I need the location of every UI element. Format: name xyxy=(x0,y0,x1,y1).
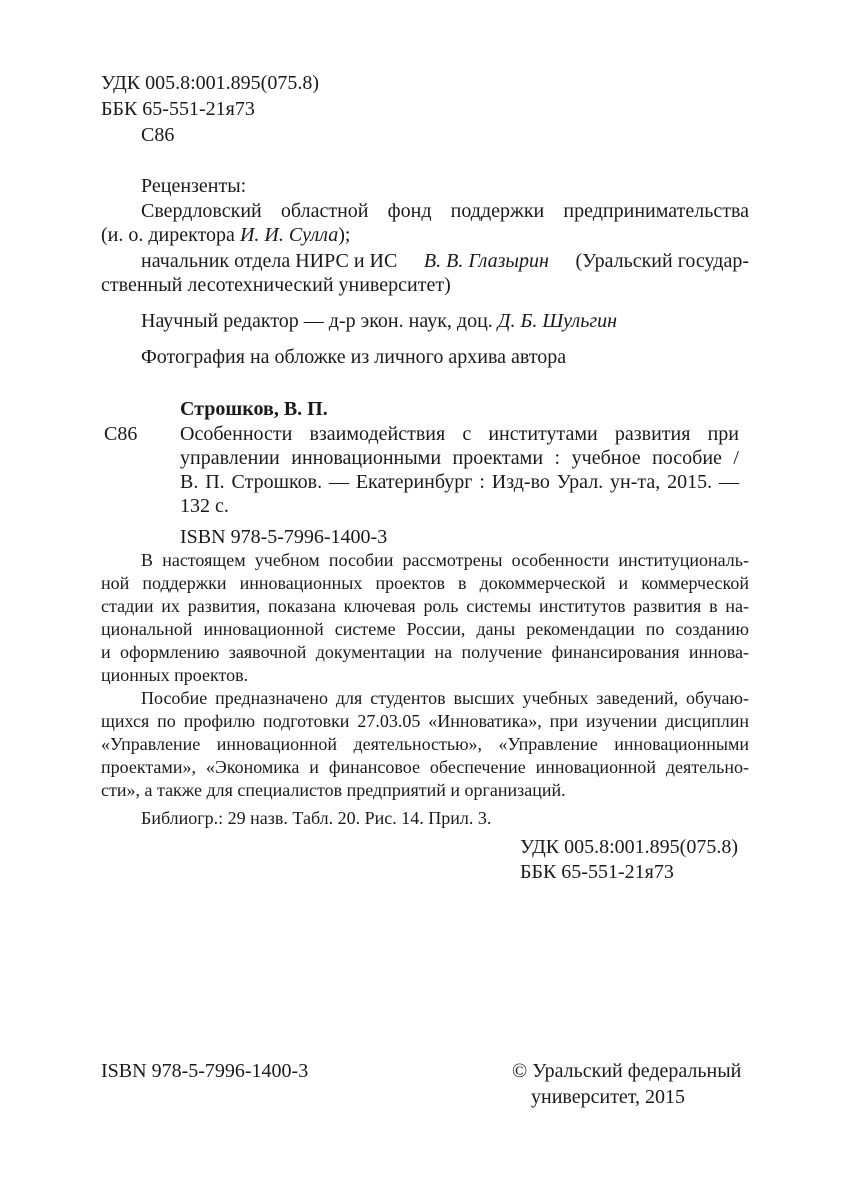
reviewer-1-name: И. И. Сулла xyxy=(239,224,339,246)
udk-bottom: УДК 005.8:001.895(075.8) xyxy=(520,836,738,858)
abstract-p1-line-2: ной поддержки инновационных проектов в докоммерческой и коммерческой xyxy=(101,573,749,593)
reviewer-2-post: (Уральский государ- xyxy=(570,250,749,272)
reviewer-1-line-2 xyxy=(101,222,350,248)
footer-isbn: ISBN 978-5-7996-1400-3 xyxy=(101,1060,309,1082)
abstract-p1-line-1: В настоящем учебном пособии рассмотрены особенности институциональ- xyxy=(141,550,749,570)
catalog-title-line-1: Особенности взаимодействия с институтами развития при xyxy=(180,423,739,445)
catalog-title-line-2: управлении инновационными проектами : учебное пособие / xyxy=(180,447,739,469)
scientific-editor xyxy=(141,308,617,334)
abstract-p1-line-5: и оформлению заявочной документации на получение финансирования иннова- xyxy=(101,642,749,662)
abstract-p1-line-4: циональной инновационной системе России, даны рекомендации по созданию xyxy=(101,619,749,639)
abstract-p2-line-4: проектами», «Экономика и финансовое обеспечение инновационной деятельно- xyxy=(101,757,749,777)
photo-note: Фотография на обложке из личного архива автора xyxy=(141,346,567,368)
editor-name: Д. Б. Шульгин xyxy=(497,310,618,332)
catalog-title-line-3: В. П. Строшков. — Екатеринбург : Изд-во Урал. ун-та, 2015. — xyxy=(180,471,739,493)
catalog-code: С86 xyxy=(104,423,138,445)
abstract-p2-line-5: сти», а также для специалистов предприятий и организаций. xyxy=(101,780,566,800)
catalog-title-line-4: 132 с. xyxy=(180,495,229,517)
bibliography-note: Библиогр.: 29 назв. Табл. 20. Рис. 14. Прил. 3. xyxy=(141,808,492,828)
reviewers-heading: Рецензенты: xyxy=(141,175,247,197)
copyright-line-1: © Уральский федеральный xyxy=(512,1060,742,1082)
copyright-line-2: университет, 2015 xyxy=(531,1086,686,1108)
abstract-p2-line-2: щихся по профилю подготовки 27.03.05 «Инноватика», при изучении дисциплин xyxy=(101,711,749,731)
abstract-p1-line-3: стадии их развития, показана ключевая роль системы институтов развития в на- xyxy=(101,596,749,616)
reviewer-2-name: В. В. Глазырин xyxy=(423,250,549,272)
reviewer-2-pre: начальник отдела НИРС и ИС xyxy=(141,250,403,272)
udk-top: УДК 005.8:001.895(075.8) xyxy=(101,72,319,94)
bbk-bottom: ББК 65-551-21я73 xyxy=(520,861,674,883)
bbk-top: ББК 65-551-21я73 xyxy=(101,98,255,120)
reviewer-1-post: ); xyxy=(338,224,351,246)
reviewer-2-line-2: ственный лесотехнический университет) xyxy=(101,274,451,296)
catalog-author: Строшков, В. П. xyxy=(180,398,328,420)
abstract-p1-line-6: ционных проектов. xyxy=(101,665,249,685)
abstract-p2-line-1: Пособие предназначено для студентов высших учебных заведений, обучаю- xyxy=(141,688,749,708)
author-code-top: С86 xyxy=(141,124,175,146)
catalog-isbn: ISBN 978-5-7996-1400-3 xyxy=(180,526,388,548)
editor-pre: Научный редактор — д-р экон. наук, доц. xyxy=(141,310,498,332)
reviewer-1-line-1: Свердловский областной фонд поддержки предпринимательства xyxy=(141,200,749,222)
reviewer-2-line-1 xyxy=(141,248,749,274)
abstract-p2-line-3: «Управление инновационной деятельностью», «Управление инновационными xyxy=(101,734,749,754)
reviewer-1-pre: (и. о. директора xyxy=(101,224,240,246)
